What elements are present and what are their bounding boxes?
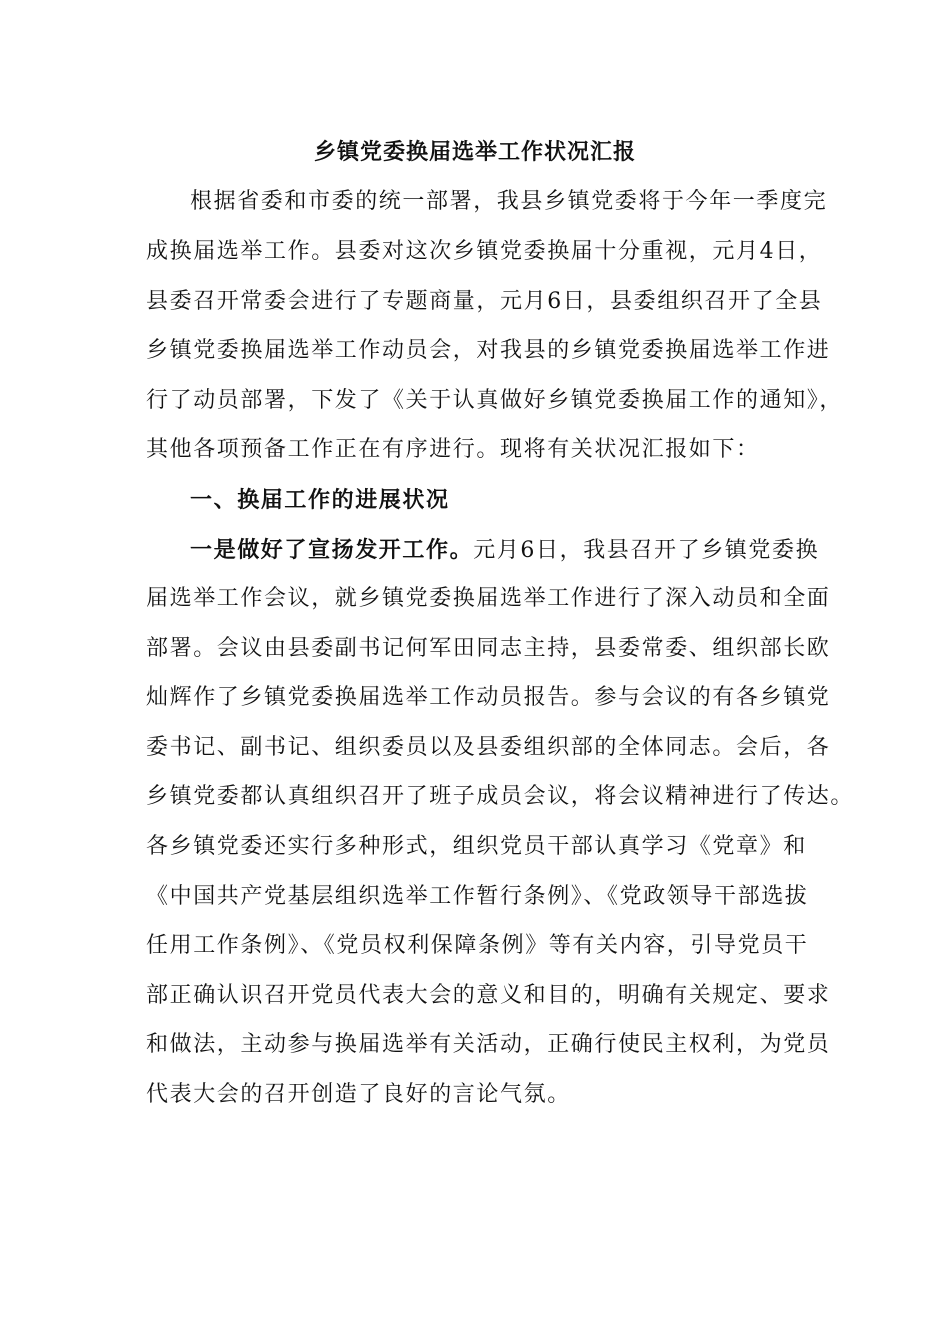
- paragraph-1-line-1-rest: 元月6日，我县召开了乡镇党委换: [473, 538, 820, 563]
- document-title: 乡镇党委换届选举工作状况汇报: [313, 139, 636, 165]
- section-heading: 一、换届工作的进展状况: [190, 487, 450, 513]
- intro-line-3: 县委召开常委会进行了专题商量，元月6日，县委组织召开了全县: [146, 289, 823, 314]
- intro-line-4: 乡镇党委换届选举工作动员会，对我县的乡镇党委换届选举工作进: [146, 338, 831, 363]
- paragraph-1-line-12: 代表大会的召开创造了良好的言论气氛。: [146, 1082, 571, 1107]
- paragraph-1-line-11: 和做法，主动参与换届选举有关活动，正确行使民主权利，为党员: [146, 1032, 831, 1057]
- paragraph-1-line-7: 各乡镇党委还实行多种形式，组织党员干部认真学习《党章》和: [146, 834, 807, 859]
- paragraph-1-line-3: 部署。会议由县委副书记何军田同志主持，县委常委、组织部长欧: [146, 636, 831, 661]
- intro-line-5: 行了动员部署，下发了《关于认真做好乡镇党委换届工作的通知》，: [146, 388, 844, 413]
- paragraph-1-line-6: 乡镇党委都认真组织召开了班子成员会议，将会议精神进行了传达。: [146, 784, 855, 809]
- paragraph-1-line-5: 委书记、副书记、组织委员以及县委组织部的全体同志。会后，各: [146, 735, 831, 760]
- paragraph-lead: 一是做好了宣扬发开工作。: [190, 537, 474, 563]
- paragraph-1-line-1: [190, 534, 819, 567]
- paragraph-1-line-4: 灿辉作了乡镇党委换届选举工作动员报告。参与会议的有各乡镇党: [146, 685, 831, 710]
- paragraph-1-line-2: 届选举工作会议，就乡镇党委换届选举工作进行了深入动员和全面: [146, 586, 831, 611]
- paragraph-1-line-10: 部正确认识召开党员代表大会的意义和目的，明确有关规定、要求: [146, 983, 831, 1008]
- intro-line-1: 根据省委和市委的统一部署，我县乡镇党委将于今年一季度完: [190, 189, 828, 214]
- paragraph-1-line-8: 《中国共产党基层组织选举工作暂行条例》、《党政领导干部选拔: [146, 884, 809, 909]
- paragraph-1-line-9: 任用工作条例》、《党员权利保障条例》等有关内容，引导党员干: [146, 933, 809, 958]
- intro-line-2: 成换届选举工作。县委对这次乡镇党委换届十分重视，元月4日，: [146, 239, 823, 264]
- intro-line-6: 其他各项预备工作正在有序进行。现将有关状况汇报如下：: [146, 437, 760, 462]
